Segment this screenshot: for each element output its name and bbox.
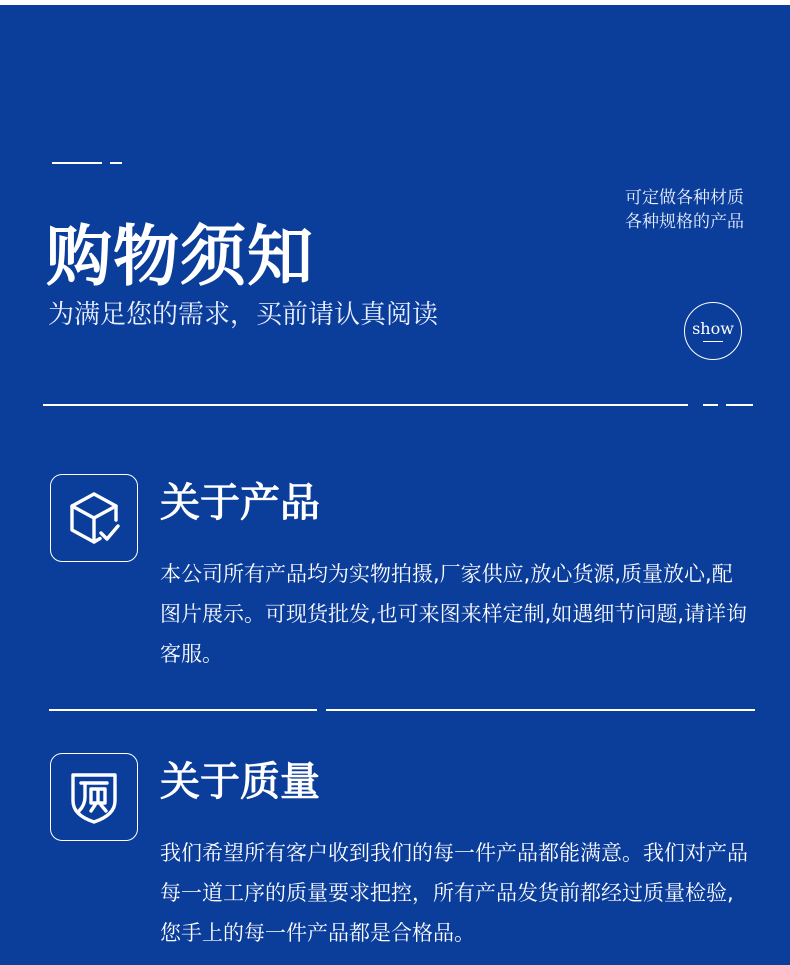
- section-product: [50, 474, 760, 674]
- section-divider-right: [326, 709, 755, 711]
- product-heading: 关于产品: [160, 480, 320, 526]
- box-check-icon: [64, 488, 124, 548]
- quality-body: 我们希望所有客户收到我们的每一件产品都能满意。我们对产品每一道工序的质量要求把控，所有产品发货前都经过质量检验,您手上的每一件产品都是合格品。: [160, 841, 748, 945]
- tagline-line-2: 各种规格的产品: [625, 212, 744, 232]
- header-divider: [43, 404, 688, 406]
- product-icon-box: [50, 474, 138, 562]
- section-divider-left: [49, 709, 317, 711]
- show-underline: [703, 341, 723, 343]
- page-subtitle: 为满足您的需求，买前请认真阅读: [48, 300, 439, 330]
- decor-line-top-left: [52, 162, 102, 164]
- header-divider-dash-1: [703, 404, 718, 406]
- tagline: [625, 186, 744, 234]
- quality-shield-icon: [64, 767, 124, 827]
- show-button-label: show: [692, 318, 734, 338]
- quality-icon-box: [50, 753, 138, 841]
- page-title: 购物须知: [46, 218, 314, 295]
- section-quality: [50, 753, 760, 965]
- quality-heading: 关于质量: [160, 759, 320, 805]
- show-button[interactable]: [684, 302, 742, 360]
- decor-dash-top-left: [110, 162, 122, 164]
- header-divider-dash-2: [726, 404, 753, 406]
- product-body: 本公司所有产品均为实物拍摄,厂家供应,放心货源,质量放心,配图片展示。可现货批发,也可来图来样定制,如遇细节问题,请详询客服。: [160, 562, 748, 666]
- shopping-notice-panel: [0, 5, 790, 965]
- tagline-line-1: 可定做各种材质: [625, 188, 744, 208]
